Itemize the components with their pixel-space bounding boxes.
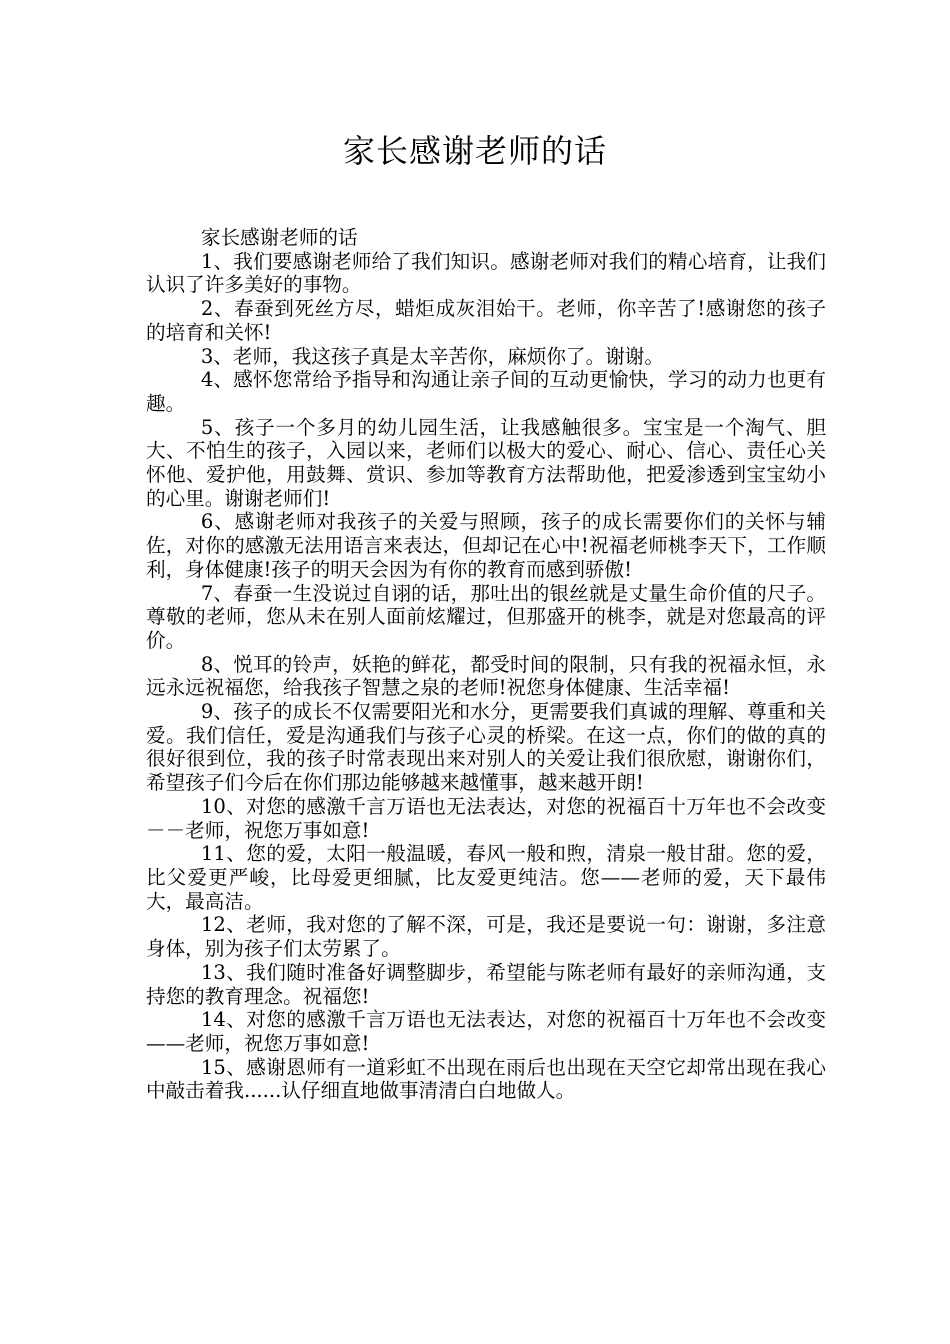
paragraph-item-5: 5、孩子一个多月的幼儿园生活，让我感触很多。宝宝是一个淘气、胆大、不怕生的孩子，入园以来，老师们以极大的爱心、耐心、信心、责任心关怀他、爱护他，用鼓舞、赏识、参加等教育方法帮助他，把爱渗透到宝宝幼小的心里。谢谢老师们! xyxy=(146,415,826,510)
paragraph-item-14: 14、对您的感激千言万语也无法表达，对您的祝福百十万年也不会改变——老师，祝您万事如意! xyxy=(146,1008,826,1055)
paragraph-item-9: 9、孩子的成长不仅需要阳光和水分，更需要我们真诚的理解、尊重和关爱。我们信任，爱是沟通我们与孩子心灵的桥梁。在这一点，你们的做的真的很好很到位，我的孩子时常表现出来对别人的关爱让我们很欣慰，谢谢你们，希望孩子们今后在你们那边能够越来越懂事，越来越开朗! xyxy=(146,700,826,795)
paragraph-item-12: 12、老师，我对您的了解不深，可是，我还是要说一句：谢谢，多注意身体，别为孩子们太劳累了。 xyxy=(146,913,826,961)
paragraph-item-13: 13、我们随时准备好调整脚步，希望能与陈老师有最好的亲师沟通，支持您的教育理念。祝福您! xyxy=(146,960,826,1008)
document-title: 家长感谢老师的话 xyxy=(342,132,607,170)
paragraph-item-2: 2、春蚕到死丝方尽，蜡炬成灰泪始干。老师，你辛苦了!感谢您的孩子的培育和关怀! xyxy=(146,297,826,344)
paragraph-item-7: 7、春蚕一生没说过自诩的话，那吐出的银丝就是丈量生命价值的尺子。尊敬的老师，您从未在别人面前炫耀过，但那盛开的桃李，就是对您最高的评价。 xyxy=(146,581,826,652)
paragraph-item-8: 8、悦耳的铃声，妖艳的鲜花，都受时间的限制，只有我的祝福永恒，永远永远祝福您，给我孩子智慧之泉的老师!祝您身体健康、生活幸福! xyxy=(146,652,826,700)
paragraph-item-10: 10、对您的感激千言万语也无法表达，对您的祝福百十万年也不会改变－－老师，祝您万事如意! xyxy=(146,794,826,842)
paragraph-item-3: 3、老师，我这孩子真是太辛苦你，麻烦你了。谢谢。 xyxy=(200,344,664,368)
paragraph-item-15: 15、感谢恩师有一道彩虹不出现在雨后也出现在天空它却常出现在我心中敲击着我......认仔细直地做事清清白白地做人。 xyxy=(146,1055,826,1103)
paragraph-item-1: 1、我们要感谢老师给了我们知识。感谢老师对我们的精心培育，让我们认识了许多美好的事物。 xyxy=(146,249,826,297)
paragraph-item-4: 4、感怀您常给予指导和沟通让亲子间的互动更愉快，学习的动力也更有趣。 xyxy=(146,368,826,415)
paragraph-item-6: 6、感谢老师对我孩子的关爱与照顾，孩子的成长需要你们的关怀与辅佐，对你的感激无法用语言来表达，但却记在心中!祝福老师桃李天下，工作顺利，身体健康!孩子的明天会因为有你的教育而感到骄傲! xyxy=(146,510,826,581)
paragraph-item-11: 11、您的爱，太阳一般温暖，春风一般和煦，清泉一般甘甜。您的爱，比父爱更严峻，比母爱更细腻，比友爱更纯洁。您——老师的爱，天下最伟大，最高洁。 xyxy=(146,842,826,913)
document-body xyxy=(146,226,826,1103)
paragraph-heading: 家长感谢老师的话 xyxy=(200,226,358,249)
